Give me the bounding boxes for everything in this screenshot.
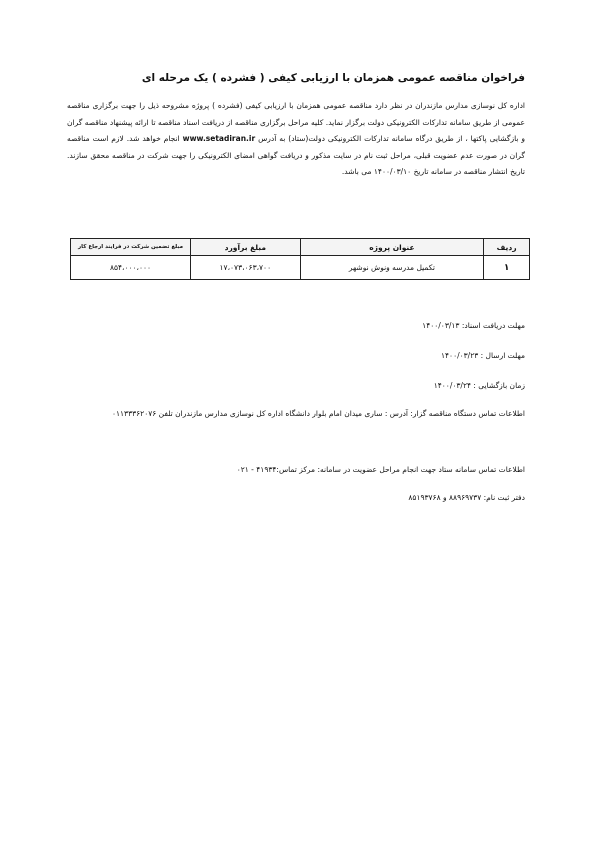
- intro-text-after-site: انجام خواهد شد. لازم است مناقصه گران در صورت عدم عضویت قبلی، مراحل ثبت نام در سایت مذکور و دریافت گواهی امضای الکترونیکی را جهت شرکت در مناقصه محقق سازند. تاریخ انتشار مناقصه در سامانه تاریخ ۱۴۰۰/۰۳/۱۰ می باشد.: [67, 134, 525, 176]
- registration-office: دفتر ثبت نام: ۸۸۹۶۹۷۳۷ و ۸۵۱۹۳۷۶۸: [408, 493, 525, 502]
- table-row: [71, 256, 530, 280]
- intro-text-before-site: اداره کل نوسازی مدارس مازندران در نظر دارد مناقصه عمومی همزمان با ارزیابی کیفی (فشرده ) پروژه مشروحه ذیل را جهت برگزاری مناقصه عمومی از طریق سامانه تدارکات الکترونیکی دولت برگزار نماید. کلیه مراحل برگزاری مناقصه از دریافت اسناد مناقصه تا ارائه پیشنهاد مناقصه گران و بازگشایی پاکتها ، از طریق درگاه سامانه تدارکات الکترونیکی دولت(ستاد) به آدرس: [67, 101, 526, 143]
- project-table: [70, 238, 530, 280]
- cell-guarantee: ۸۵۴،۰۰۰،۰۰۰: [71, 256, 191, 280]
- cell-row-number: ۱: [484, 256, 530, 280]
- page-title: فراخوان مناقصه عمومی همزمان با ارزیابی کیفی ( فشرده ) یک مرحله ای: [141, 72, 525, 84]
- setad-website: www.setadiran.ir: [182, 134, 256, 143]
- header-row-number: ردیف: [484, 239, 530, 256]
- header-project-title: عنوان پروژه: [300, 239, 483, 256]
- send-deadline: مهلت ارسال : ۱۴۰۰/۰۳/۲۳: [440, 351, 525, 360]
- organizer-contact: اطلاعات تماس دستگاه مناقصه گزار: آدرس : ساری میدان امام بلوار دانشگاه اداره کل نوسازی مدارس مازندران تلفن ۰۱۱۳۳۳۶۲۰۷۶: [111, 409, 525, 418]
- cell-estimate: ۱۷،۰۷۳،۰۶۳،۷۰۰: [190, 256, 300, 280]
- opening-time: زمان بازگشایی : ۱۴۰۰/۰۳/۲۴: [433, 381, 525, 390]
- table-header-row: [71, 239, 530, 256]
- receive-deadline: مهلت دریافت اسناد: ۱۴۰۰/۰۳/۱۳: [422, 321, 525, 330]
- intro-paragraph: [67, 98, 525, 181]
- header-estimate: مبلغ برآورد: [190, 239, 300, 256]
- header-guarantee: مبلغ تضمین شرکت در فرایند ارجاع کار: [71, 239, 191, 256]
- setad-contact: اطلاعات تماس سامانه ستاد جهت انجام مراحل عضویت در سامانه: مرکز تماس:۴۱۹۳۴ - ۰۲۱: [236, 465, 525, 474]
- cell-project-title: تکمیل مدرسه ونوش نوشهر: [300, 256, 483, 280]
